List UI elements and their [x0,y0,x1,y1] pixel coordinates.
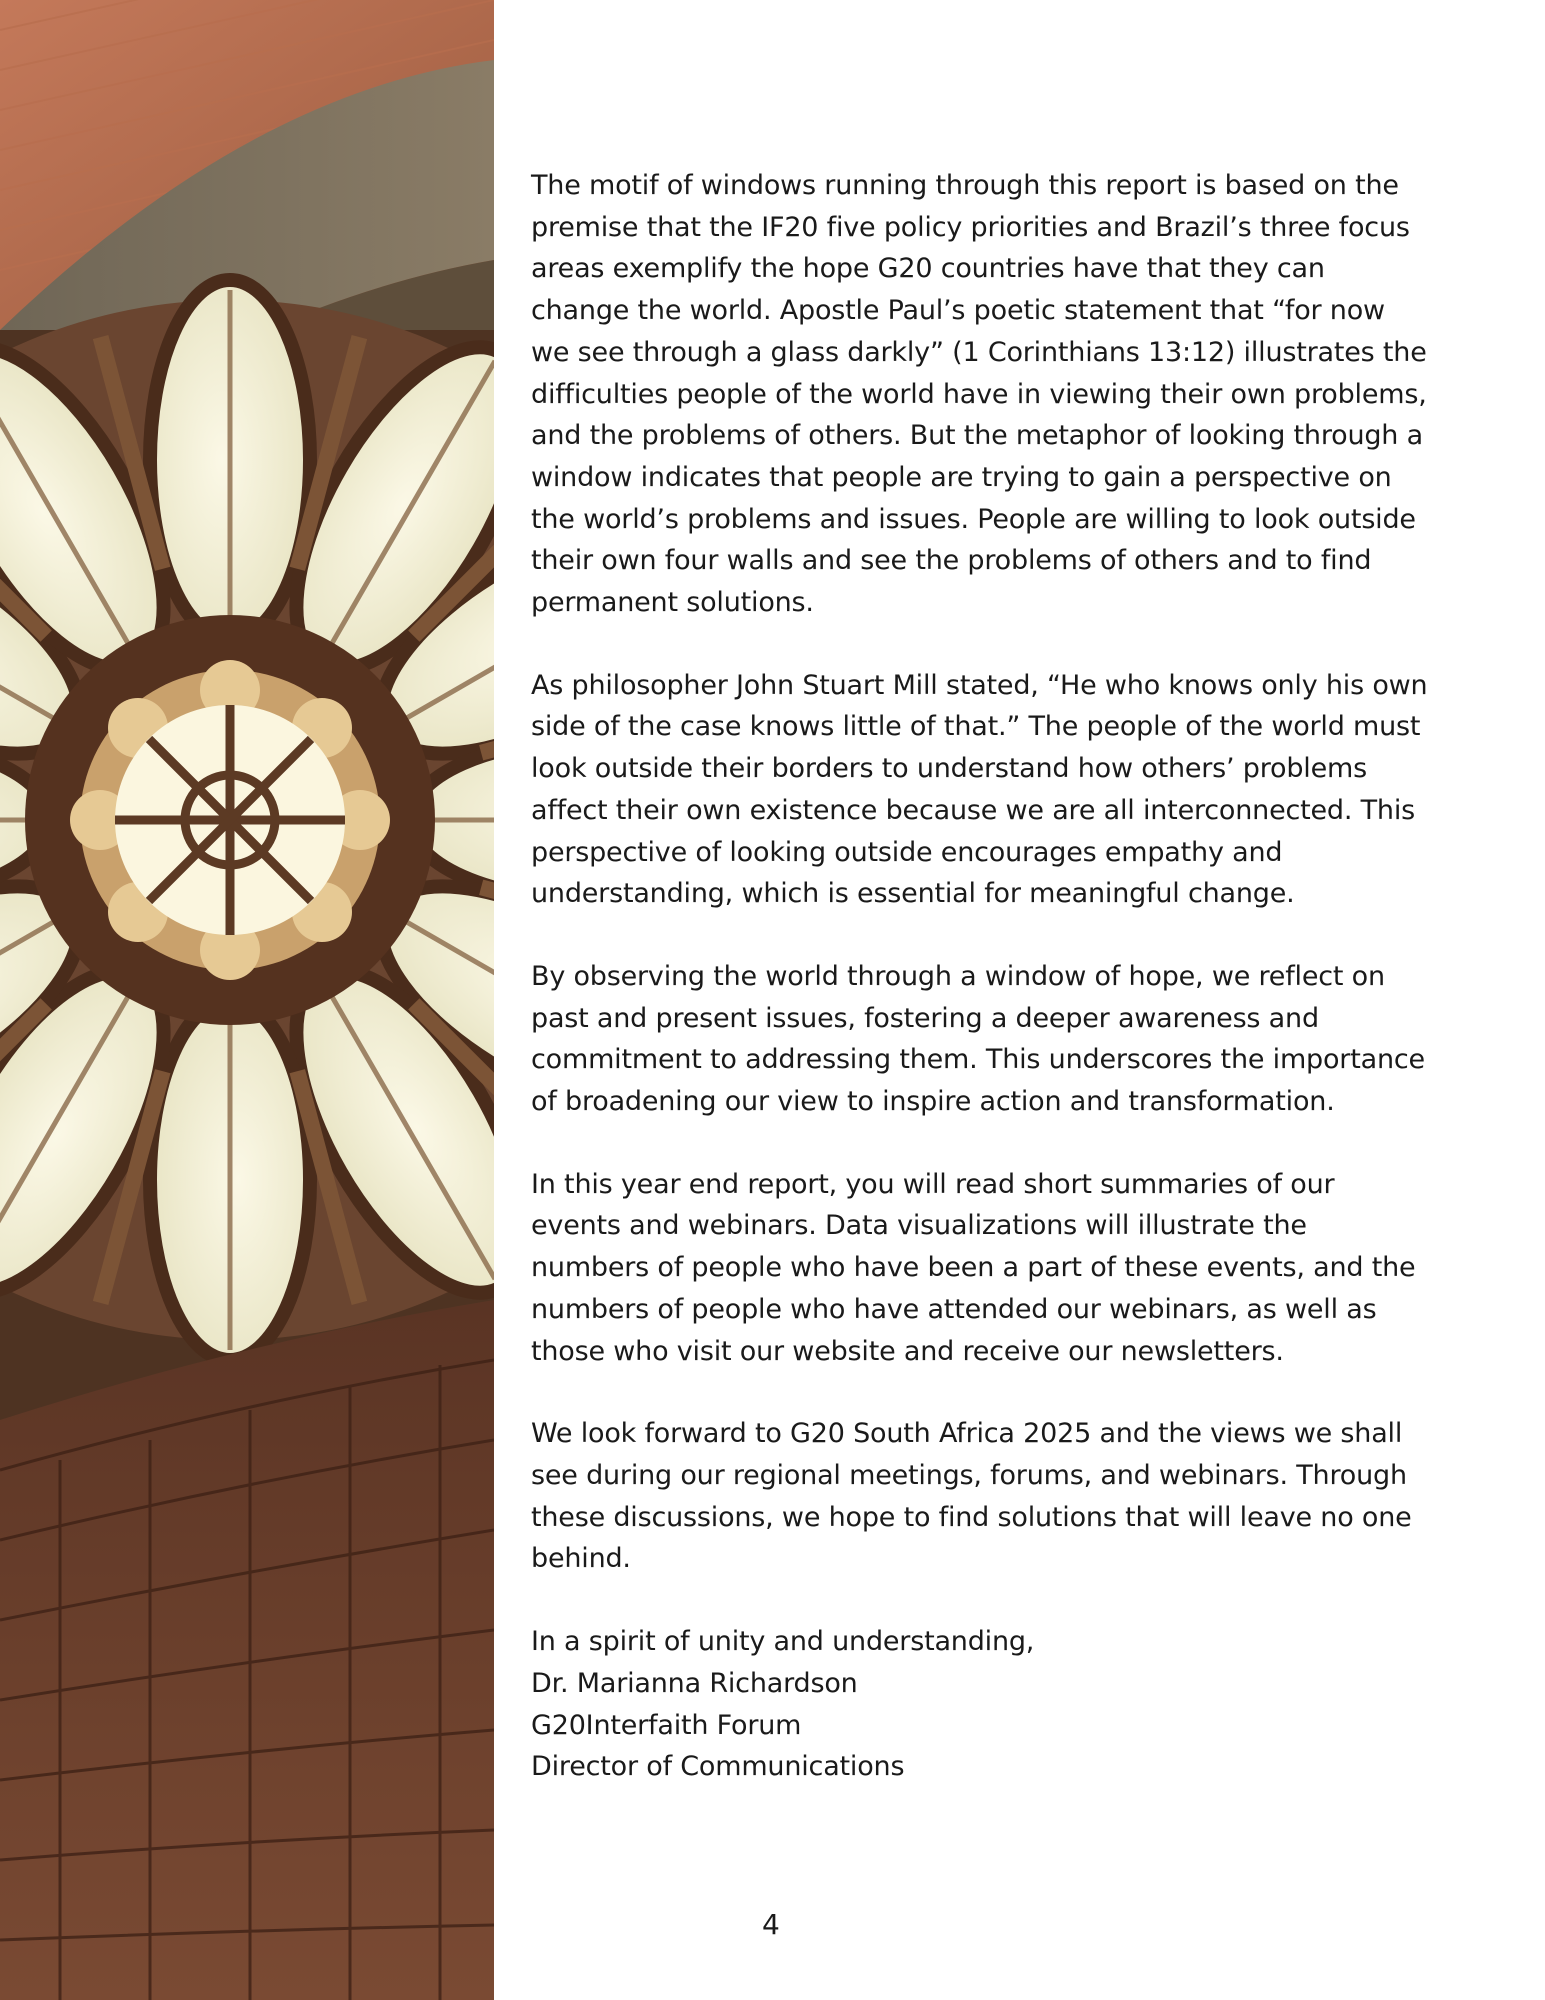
signature-title: Director of Communications [531,1751,905,1783]
paragraph-1: The motif of windows running through this report is based on the premise that the IF20 five policy priorities and Brazil’s three focus areas exemplify the hope G20 countries have that they can change the world. Apostle Paul’s poetic statement that “for now we see through a glass darkly” (1 Corinthians 13:12) illustrates the difficulties people of the world have in viewing their own problems, and the problems of others. But the metaphor of looking through a window indicates that people are trying to gain a perspective on the world’s problems and issues. People are willing to look outside their own four walls and see the problems of others and to find permanent solutions. [531,170,1427,619]
page-number: 4 [762,1908,780,1941]
letter-body [531,165,1431,1788]
paragraph-4: In this year end report, you will read short summaries of our events and webinars. Data visualizations will illustrate the numbers of people who have been a part of these events, and the numbers of people who have attended our webinars, as well as those who visit our website and receive our newsletters. [531,1168,1416,1367]
signature-closing: In a spirit of unity and understanding, [531,1626,1035,1658]
rose-window-photo-icon [0,0,494,2000]
signature-name: Dr. Marianna Richardson [531,1667,858,1699]
paragraph-5: We look forward to G20 South Africa 2025 and the views we shall see during our regional meetings, forums, and webinars. Through these discussions, we hope to find solutions that will leave no one behind. [531,1418,1412,1575]
rose-window-photo [0,0,494,2000]
paragraph-3: By observing the world through a window of hope, we reflect on past and present issues, fostering a deeper awareness and commitment to addressing them. This underscores the importance of broadening our view to inspire action and transformation. [531,960,1425,1118]
signature-organization: G20Interfaith Forum [531,1709,802,1741]
signature-block [531,1621,1431,1788]
paragraph-2: As philosopher John Stuart Mill stated, “He who knows only his own side of the case knows little of that.” The people of the world must look outside their borders to understand how others’ problems affect their own existence because we are all interconnected. This perspective of looking outside encourages empathy and understanding, which is essential for meaningful change. [531,669,1428,910]
